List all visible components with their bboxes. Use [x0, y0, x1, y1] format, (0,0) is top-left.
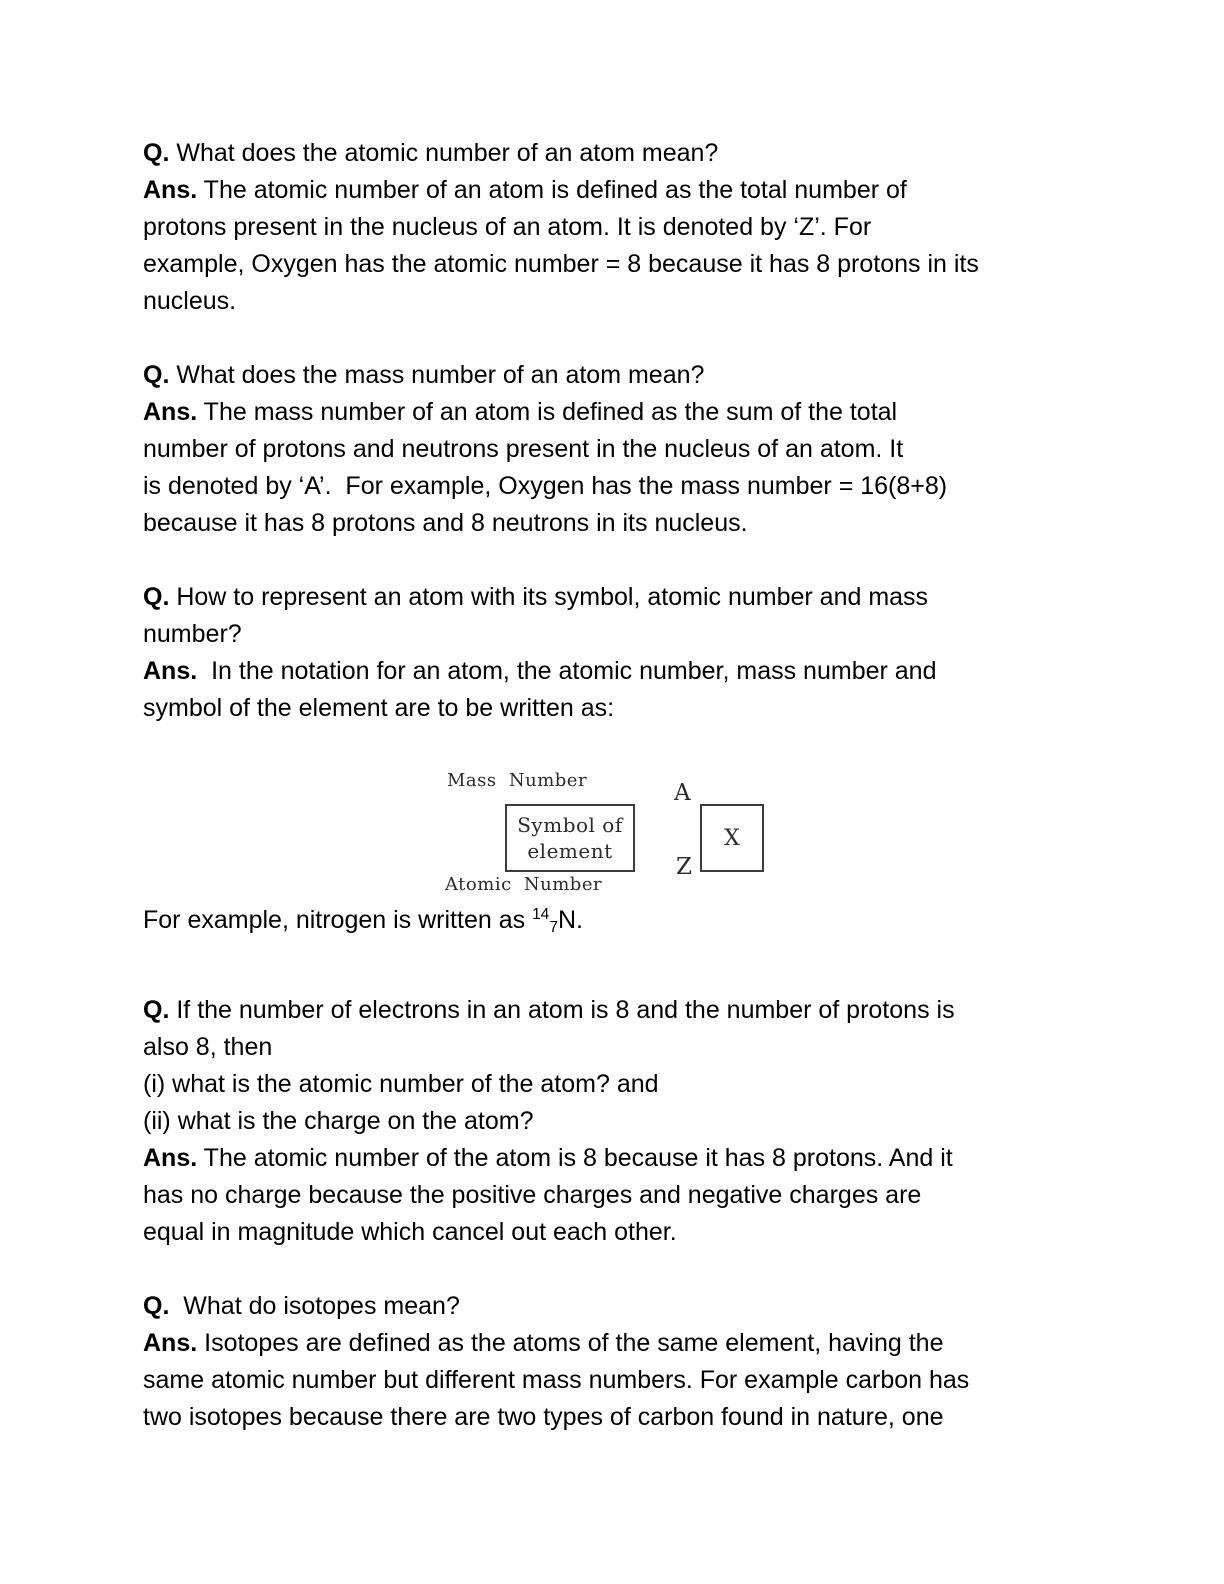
bold-text-segment: Q. — [143, 583, 170, 611]
text-line — [143, 1029, 1083, 1066]
text-line — [143, 394, 1083, 431]
qa-paragraph — [143, 135, 1083, 320]
text-segment: number? — [143, 620, 242, 648]
text-segment: In the notation for an atom, the atomic number, mass number and — [197, 657, 937, 685]
bold-text-segment: Ans. — [143, 657, 198, 685]
atom-notation-diagram — [143, 764, 1083, 902]
text-line — [143, 616, 1083, 653]
text-line — [143, 1177, 1083, 1214]
text-line — [143, 135, 1083, 172]
text-line — [143, 1214, 1083, 1251]
symbol-box-line2: element — [527, 839, 613, 863]
symbol-box-line1: Symbol of — [517, 813, 623, 837]
text-segment: What does the atomic number of an atom mean? — [169, 139, 719, 167]
text-segment: (ii) what is the charge on the atom? — [143, 1107, 534, 1135]
text-segment: Isotopes are defined as the atoms of the same element, having the — [197, 1329, 944, 1357]
element-symbol-box — [700, 804, 764, 872]
text-line — [143, 505, 1083, 542]
text-segment: is denoted by ‘A’. For example, Oxygen has the mass number = 16(8+8) — [143, 472, 948, 500]
text-segment: 14 — [532, 906, 550, 924]
text-segment: N. — [557, 906, 583, 934]
text-line — [143, 1140, 1083, 1177]
text-segment: nucleus. — [143, 287, 237, 315]
text-line — [143, 172, 1083, 209]
text-line — [143, 1325, 1083, 1362]
document-content — [143, 135, 1083, 1473]
atomic-number-label: Atomic Number — [445, 874, 603, 895]
text-line — [143, 1066, 1083, 1103]
text-line — [143, 992, 1083, 1029]
bold-text-segment: Ans. — [143, 176, 198, 204]
text-segment: because it has 8 protons and 8 neutrons in its nucleus. — [143, 509, 748, 537]
qa-paragraph — [143, 579, 1083, 727]
text-segment: has no charge because the positive charges and negative charges are — [143, 1181, 922, 1209]
qa-paragraphs-bottom — [143, 992, 1083, 1436]
bold-text-segment: Q. — [143, 1292, 170, 1320]
text-segment: What does the mass number of an atom mean? — [169, 361, 705, 389]
text-segment: symbol of the element are to be written as: — [143, 694, 615, 722]
text-segment: number of protons and neutrons present in the nucleus of an atom. It — [143, 435, 904, 463]
text-segment: 7 — [549, 919, 558, 937]
text-segment: equal in magnitude which cancel out each other. — [143, 1218, 677, 1246]
text-segment: protons present in the nucleus of an atom. It is denoted by ‘Z’. For — [143, 213, 872, 241]
qa-paragraph — [143, 357, 1083, 542]
text-line — [143, 357, 1083, 394]
qa-paragraph — [143, 1288, 1083, 1436]
qa-paragraph — [143, 992, 1083, 1251]
text-line — [143, 209, 1083, 246]
text-segment: What do isotopes mean? — [169, 1292, 460, 1320]
bold-text-segment: Ans. — [143, 1329, 198, 1357]
bold-text-segment: Ans. — [143, 398, 198, 426]
text-line — [143, 1362, 1083, 1399]
qa-paragraphs-top — [143, 135, 1083, 727]
text-line — [143, 246, 1083, 283]
text-segment: two isotopes because there are two types of carbon found in nature, one — [143, 1403, 944, 1431]
text-line — [143, 1103, 1083, 1140]
text-line — [143, 1288, 1083, 1325]
text-segment: also 8, then — [143, 1033, 273, 1061]
text-segment: The mass number of an atom is defined as the sum of the total — [197, 398, 898, 426]
text-line — [143, 653, 1083, 690]
bold-text-segment: Q. — [143, 996, 170, 1024]
text-segment: same atomic number but different mass numbers. For example carbon has — [143, 1366, 970, 1394]
text-segment: If the number of electrons in an atom is 8 and the number of protons is — [169, 996, 955, 1024]
mass-number-letter-a: A — [674, 780, 691, 806]
nitrogen-example-line — [143, 902, 1083, 939]
text-line — [143, 468, 1083, 505]
text-segment: How to represent an atom with its symbol, atomic number and mass — [169, 583, 929, 611]
text-line — [143, 431, 1083, 468]
text-segment: The atomic number of the atom is 8 because it has 8 protons. And it — [197, 1144, 953, 1172]
element-symbol-letter-x: X — [724, 825, 740, 851]
text-segment: (i) what is the atomic number of the atom? and — [143, 1070, 659, 1098]
text-segment: example, Oxygen has the atomic number = 8 because it has 8 protons in its — [143, 250, 979, 278]
symbol-of-element-box — [505, 804, 635, 872]
text-line — [143, 283, 1083, 320]
bold-text-segment: Ans. — [143, 1144, 198, 1172]
atomic-number-letter-z: Z — [676, 854, 692, 880]
text-segment: The atomic number of an atom is defined as the total number of — [197, 176, 907, 204]
text-line — [143, 690, 1083, 727]
mass-number-label: Mass Number — [447, 770, 588, 791]
text-line — [143, 579, 1083, 616]
bold-text-segment: Q. — [143, 361, 170, 389]
bold-text-segment: Q. — [143, 139, 170, 167]
text-line — [143, 1399, 1083, 1436]
text-segment: For example, nitrogen is written as — [143, 906, 533, 934]
